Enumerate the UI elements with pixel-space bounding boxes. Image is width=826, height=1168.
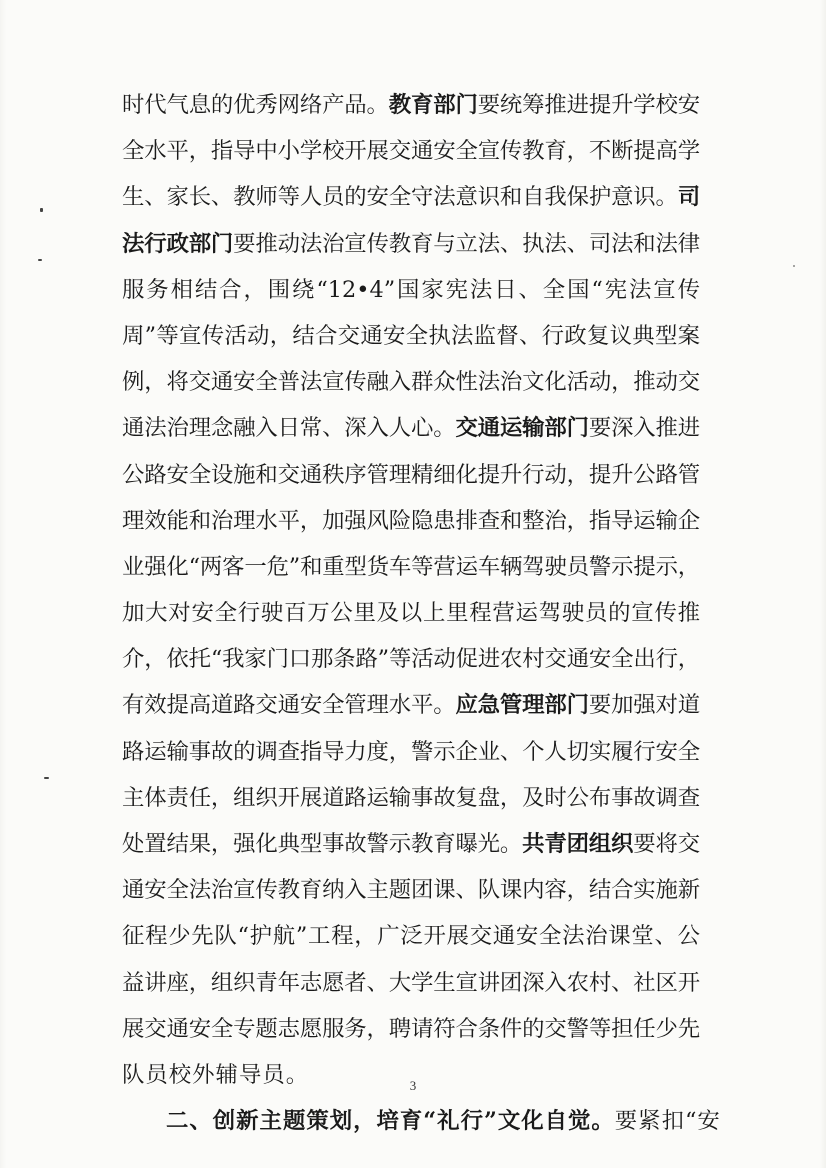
text-line <box>122 682 700 728</box>
dept-heading-education: 教育部门 <box>388 92 478 118</box>
text-line: 通安全法治宣传教育纳入主题团课、队课内容，结合实施新 <box>122 877 700 904</box>
text-line: 业强化“两客一危”和重型货车等营运车辆驾驶员警示提示， <box>122 553 700 580</box>
dept-heading-justice-part1: 司 <box>677 184 700 211</box>
dept-heading-youth-league: 共青团组织 <box>522 831 634 857</box>
text-span: 要统筹推进提升学校安 <box>477 92 700 118</box>
section-heading-line <box>122 1098 721 1144</box>
text-span: 生、家长、教师等人员的安全守法意识和自我保护意识。 <box>122 184 678 211</box>
text-line <box>122 82 700 128</box>
text-line: 主体责任，组织开展道路运输事故复盘，及时公布事故调查 <box>122 784 700 811</box>
scan-speck <box>44 777 49 779</box>
text-line: 例，将交通安全普法宣传融入群众性法治文化活动，推动交 <box>122 369 700 396</box>
scan-speck <box>793 265 795 267</box>
text-span: 通法治理念融入日常、深入人心。 <box>122 415 456 442</box>
text-line: 周”等宣传活动，结合交通安全执法监督、行政复议典型案 <box>122 322 700 349</box>
text-span: 要深入推进 <box>588 415 700 442</box>
dept-heading-justice-part2: 法行政部门 <box>122 230 234 257</box>
text-span: 要紧扣“安 <box>614 1108 721 1135</box>
text-line: 介，依托“我家门口那条路”等活动促进农村交通安全出行， <box>122 646 700 673</box>
document-body <box>122 82 721 1144</box>
dept-heading-emergency: 应急管理部门 <box>455 692 589 719</box>
text-line: 队员校外辅导员。 <box>122 1061 310 1088</box>
text-line: 公路安全设施和交通秩序管理精细化提升行动，提升公路管 <box>122 461 700 488</box>
dept-heading-transport: 交通运输部门 <box>455 415 589 442</box>
text-span: 要推动法治宣传教育与立法、执法、司法和法律 <box>233 230 700 257</box>
page-number: 3 <box>409 1078 417 1093</box>
scan-speck <box>38 259 42 261</box>
text-line <box>122 405 700 451</box>
text-span: 处置结果，强化典型事故警示教育曝光。 <box>122 831 523 857</box>
text-line: 全水平，指导中小学校开展交通安全宣传教育，不断提高学 <box>122 138 700 165</box>
text-line: 益讲座，组织青年志愿者、大学生宣讲团深入农村、社区开 <box>122 969 700 996</box>
text-line <box>122 821 700 867</box>
text-span: 有效提高道路交通安全管理水平。 <box>122 692 456 719</box>
text-span: 时代气息的优秀网络产品。 <box>122 92 389 118</box>
text-line <box>122 221 700 267</box>
text-line: 路运输事故的调查指导力度，警示企业、个人切实履行安全 <box>122 738 700 765</box>
scan-speck <box>40 208 43 212</box>
text-line: 加大对安全行驶百万公里及以上里程营运驾驶员的宣传推 <box>122 600 700 627</box>
text-line <box>122 174 700 220</box>
text-line: 征程少先队“护航”工程，广泛开展交通安全法治课堂、公 <box>122 923 700 950</box>
section-heading: 二、创新主题策划，培育“礼行”文化自觉。 <box>166 1108 615 1135</box>
text-span: 要将交 <box>633 831 700 857</box>
text-line: 理效能和治理水平，加强风险隐患排查和整治，指导运输企 <box>122 507 700 534</box>
text-line: 服务相结合，围绕“12•4”国家宪法日、全国“宪法宣传 <box>122 276 700 303</box>
text-span: 要加强对道 <box>588 692 700 719</box>
text-line: 展交通安全专题志愿服务，聘请符合条件的交警等担任少先 <box>122 1015 700 1042</box>
